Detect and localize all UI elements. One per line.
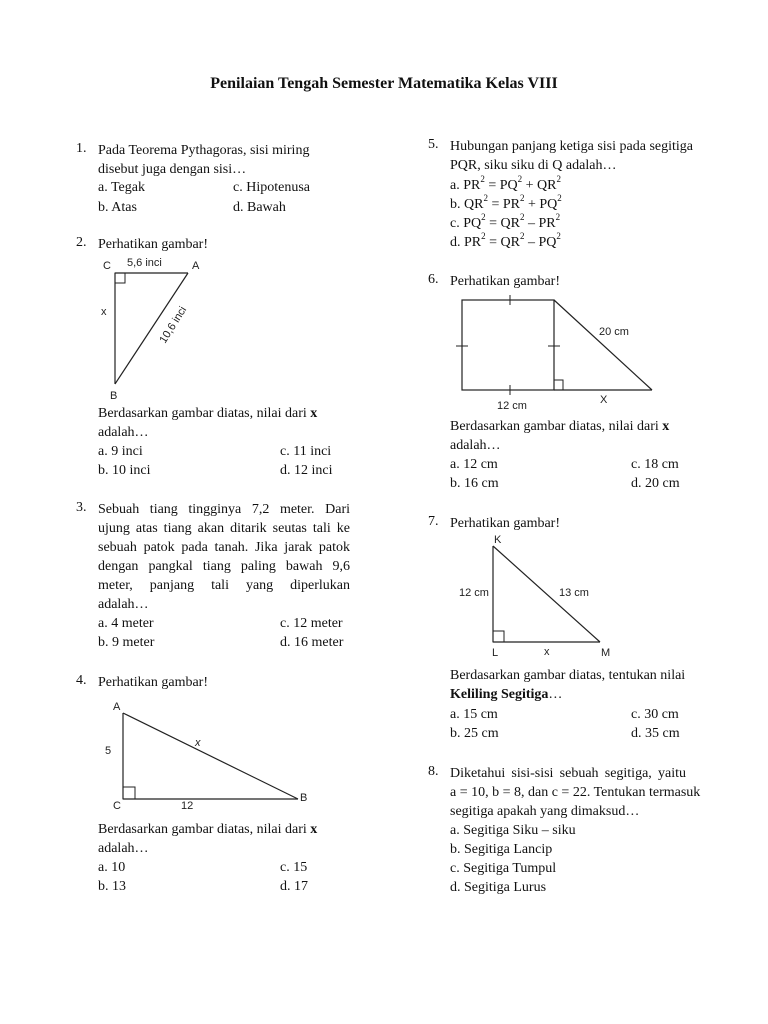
option-c[interactable]: c. 11 inci xyxy=(280,444,332,459)
option-b[interactable]: b. 16 cm xyxy=(450,476,499,491)
option-b[interactable]: b. 10 inci xyxy=(98,463,151,478)
question-text-line xyxy=(450,685,562,704)
option-d[interactable]: d. $PR^2 = QR^2 - PQ^2$ xyxy=(450,231,561,250)
option-a[interactable]: a. 10 xyxy=(98,860,126,875)
option-a[interactable]: a. Segitiga Siku – siku xyxy=(450,823,576,838)
side-label-13cm: 13 cm xyxy=(559,587,589,599)
option-d[interactable]: d. 35 cm xyxy=(631,726,680,741)
question-text-line: adalah… xyxy=(98,597,149,612)
side-label-x: x xyxy=(544,646,550,658)
option-d[interactable]: d. 20 cm xyxy=(631,476,680,491)
side-label-x: x xyxy=(101,306,107,318)
variable-x: x xyxy=(662,419,670,434)
question-text-line xyxy=(450,417,669,436)
variable-x: x xyxy=(310,406,318,421)
question-text-line: dengan pangkal tiang paling bawah 9,6 xyxy=(98,559,350,574)
question-text-line xyxy=(98,820,317,839)
question-text-line: meter, panjang tali yang diperlukan xyxy=(98,578,350,593)
option-b[interactable]: b. Segitiga Lancip xyxy=(450,842,553,857)
option-d[interactable]: d. Bawah xyxy=(233,200,286,215)
right-angle-marker xyxy=(493,631,504,642)
option-a[interactable]: a. 15 cm xyxy=(450,707,498,722)
option-a[interactable]: a. Tegak xyxy=(98,180,145,195)
vertex-label-m: M xyxy=(601,647,611,659)
square-triangle-figure xyxy=(450,292,665,414)
question-number: 4. xyxy=(76,673,87,688)
question-text-line: Pada Teorema Pythagoras, sisi miring xyxy=(98,143,310,158)
question-text-line: Berdasarkan gambar diatas, tentukan nilai xyxy=(450,668,686,683)
option-a[interactable]: a. 12 cm xyxy=(450,457,498,472)
triangle-figure-klm xyxy=(455,532,615,660)
side-label-20cm: 20 cm xyxy=(599,326,629,338)
question-number: 1. xyxy=(76,141,87,156)
question-text-line: Diketahui sisi-sisi sebuah segitiga, yaitu xyxy=(450,766,686,781)
question-number: 3. xyxy=(76,500,87,515)
question-text: Berdasarkan gambar diatas, nilai dari xyxy=(98,822,311,837)
side-label-x: x xyxy=(195,737,201,749)
question-text: Berdasarkan gambar diatas, nilai dari xyxy=(450,419,663,434)
question-text-line: PQR, siku siku di Q adalah… xyxy=(450,158,617,173)
question-text-line: ujung atas tiang akan ditarik seutas tali ke xyxy=(98,521,350,536)
page-title: Penilaian Tengah Semester Matematika Kelas VIII xyxy=(210,75,558,92)
question-text-line: Sebuah tiang tingginya 7,2 meter. Dari xyxy=(98,502,350,517)
question-number: 6. xyxy=(428,272,439,287)
question-text-line: segitiga apakah yang dimaksud… xyxy=(450,804,640,819)
question-number: 5. xyxy=(428,137,439,152)
right-angle-marker xyxy=(115,273,125,283)
question-text-line: adalah… xyxy=(98,425,149,440)
question-prompt: Perhatikan gambar! xyxy=(450,274,561,289)
side-label-top: 5,6 inci xyxy=(127,257,162,269)
option-c[interactable]: c. Segitiga Tumpul xyxy=(450,861,557,876)
option-c[interactable]: c. $PQ^2 = QR^2 - PR^2$ xyxy=(450,212,561,231)
right-angle-marker xyxy=(123,787,135,799)
side-label-12: 12 xyxy=(181,800,194,812)
question-prompt: Perhatikan gambar! xyxy=(98,237,209,252)
option-c[interactable]: c. 18 cm xyxy=(631,457,679,472)
question-text: Berdasarkan gambar diatas, nilai dari xyxy=(98,406,311,421)
vertex-label-a: A xyxy=(113,701,121,713)
side-label-5: 5 xyxy=(105,745,112,757)
vertex-label-c: C xyxy=(113,800,121,812)
option-b[interactable]: b. 13 xyxy=(98,879,126,894)
option-b[interactable]: b. 25 cm xyxy=(450,726,499,741)
option-b[interactable]: b. Atas xyxy=(98,200,137,215)
question-text-line: disebut juga dengan sisi… xyxy=(98,162,247,177)
question-text-line xyxy=(98,404,317,423)
square-shape xyxy=(462,300,554,390)
question-text: … xyxy=(548,687,563,702)
vertex-label-c: C xyxy=(103,260,111,272)
question-text-line: a = 10, b = 8, dan c = 22. Tentukan termasuk xyxy=(450,785,701,800)
question-prompt: Perhatikan gambar! xyxy=(98,675,209,690)
side-label-x: X xyxy=(600,394,608,406)
option-b[interactable]: b. $QR^2 = PR^2 + PQ^2$ xyxy=(450,193,562,212)
option-a[interactable]: a. $PR^2 = PQ^2 + QR^2$ xyxy=(450,174,561,193)
question-number: 7. xyxy=(428,514,439,529)
vertex-label-a: A xyxy=(192,260,200,272)
option-c[interactable]: c. Hipotenusa xyxy=(233,180,310,195)
question-prompt: Perhatikan gambar! xyxy=(450,516,561,531)
keliling-segitiga-bold: Keliling Segitiga xyxy=(450,687,549,702)
vertex-label-k: K xyxy=(494,534,502,546)
side-label-12cm: 12 cm xyxy=(497,400,527,412)
side-label-12cm: 12 cm xyxy=(459,587,489,599)
option-a[interactable]: a. 4 meter xyxy=(98,616,154,631)
option-c[interactable]: c. 12 meter xyxy=(280,616,343,631)
option-d[interactable]: d. Segitiga Lurus xyxy=(450,880,547,895)
triangle-figure-cab xyxy=(90,252,220,404)
question-number: 2. xyxy=(76,235,87,250)
right-angle-marker xyxy=(554,380,563,390)
question-text-line: sebuah patok pada tanah. Jika jarak patok xyxy=(98,540,350,555)
option-d[interactable]: d. 16 meter xyxy=(280,635,344,650)
triangle-hypotenuse xyxy=(554,300,652,390)
question-text-line: adalah… xyxy=(98,841,149,856)
option-c[interactable]: c. 30 cm xyxy=(631,707,679,722)
variable-x: x xyxy=(310,822,318,837)
option-c[interactable]: c. 15 xyxy=(280,860,308,875)
side-label-hypotenuse: 10,6 inci xyxy=(157,304,190,346)
triangle-side xyxy=(123,713,298,799)
triangle-figure-abc xyxy=(98,696,323,816)
option-d[interactable]: d. 17 xyxy=(280,879,308,894)
vertex-label-l: L xyxy=(492,647,499,659)
option-d[interactable]: d. 12 inci xyxy=(280,463,333,478)
question-number: 8. xyxy=(428,764,439,779)
vertex-label-b: B xyxy=(110,390,118,402)
question-text-line: adalah… xyxy=(450,438,501,453)
vertex-label-b: B xyxy=(300,792,308,804)
question-text-line: Hubungan panjang ketiga sisi pada segitiga xyxy=(450,139,693,154)
option-a[interactable]: a. 9 inci xyxy=(98,444,143,459)
option-b[interactable]: b. 9 meter xyxy=(98,635,155,650)
